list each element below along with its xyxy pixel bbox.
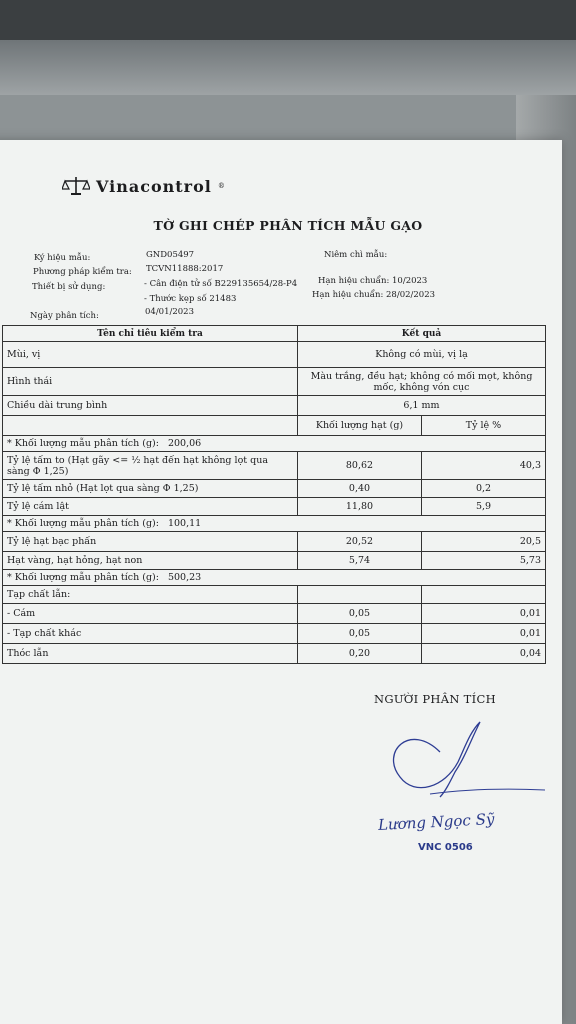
row-percent: 0,2: [422, 480, 546, 498]
row-label: Hình thái: [3, 368, 298, 396]
empty-cell: [422, 586, 546, 604]
analyst-name: Lương Ngọc Sỹ: [377, 809, 495, 835]
method-value: TCVN11888:2017: [146, 264, 224, 274]
calibration-2: Hạn hiệu chuẩn: 28/02/2023: [312, 290, 436, 300]
row-mass: 20,52: [298, 532, 422, 552]
analysis-date-value: 04/01/2023: [145, 307, 194, 317]
sample-code-label: Ký hiệu mẫu:: [34, 253, 91, 263]
row-label: Chiều dài trung bình: [3, 396, 298, 416]
empty-cell: [298, 586, 422, 604]
row-percent: 0,01: [422, 624, 546, 644]
row-percent: 0,04: [422, 644, 546, 664]
row-value: Không có mùi, vị lạ: [298, 342, 546, 368]
background-top: [0, 0, 576, 40]
row-mass: 0,40: [298, 480, 422, 498]
row-mass: 11,80: [298, 498, 422, 516]
header-result: Kết quả: [298, 326, 546, 342]
row-mass: 0,05: [298, 624, 422, 644]
row-mass: 80,62: [298, 452, 422, 480]
row-label: Tỷ lệ cám lật: [3, 498, 298, 516]
method-label: Phương pháp kiểm tra:: [33, 267, 132, 277]
row-value: Màu trắng, đều hạt; không có mối mọt, không mốc, không vón cục: [298, 368, 546, 396]
calibration-1: Hạn hiệu chuẩn: 10/2023: [318, 276, 428, 286]
row-percent: 20,5: [422, 532, 546, 552]
row-mass: 0,20: [298, 644, 422, 664]
row-percent: 0,01: [422, 604, 546, 624]
analysis-date-label: Ngày phân tích:: [30, 311, 99, 321]
row-label: Tỷ lệ tấm nhỏ (Hạt lọt qua sàng Φ 1,25): [3, 480, 298, 498]
seal-label: Niêm chì mẫu:: [324, 250, 388, 260]
row-label: Hạt vàng, hạt hỏng, hạt non: [3, 552, 298, 570]
group1-label: * Khối lượng mẫu phân tích (g):: [7, 438, 159, 449]
equipment-2: - Thước kẹp số 21483: [144, 294, 237, 304]
sample-code-value: GND05497: [146, 250, 195, 260]
group2-value: 100,11: [167, 518, 202, 529]
equipment-label: Thiết bị sử dụng:: [32, 282, 106, 292]
row-label: - Tạp chất khác: [3, 624, 298, 644]
row-mass: 0,05: [298, 604, 422, 624]
group1-value: 200,06: [167, 438, 202, 449]
scales-icon: [62, 176, 90, 196]
group3-mass-row: [3, 570, 546, 586]
subheader-mass: Khối lượng hạt (g): [298, 416, 422, 436]
header-criteria: Tên chỉ tiêu kiểm tra: [3, 326, 298, 342]
equipment-1: - Cân điện tử số B229135654/28-P4: [144, 279, 298, 289]
row-mass: 5,74: [298, 552, 422, 570]
group1-mass-row: [3, 436, 546, 452]
row-label: Thóc lẫn: [3, 644, 298, 664]
empty-cell: [3, 416, 298, 436]
registered-mark: ®: [217, 182, 225, 190]
row-percent: 5,73: [422, 552, 546, 570]
row-percent: 5,9: [422, 498, 546, 516]
row-label: Tạp chất lẫn:: [3, 586, 298, 604]
subheader-percent: Tỷ lệ %: [422, 416, 546, 436]
results-table: [2, 325, 546, 664]
analyst-code: VNC 0506: [418, 842, 473, 853]
group3-label: * Khối lượng mẫu phân tích (g):: [7, 572, 159, 583]
group3-value: 500,23: [167, 572, 202, 583]
background-band: [0, 40, 576, 95]
group2-label: * Khối lượng mẫu phân tích (g):: [7, 518, 159, 529]
row-label: - Cám: [3, 604, 298, 624]
row-label: Mùi, vị: [3, 342, 298, 368]
group2-mass-row: [3, 516, 546, 532]
vinacontrol-logo: [62, 176, 225, 196]
document-title: TỜ GHI CHÉP PHÂN TÍCH MẪU GẠO: [153, 218, 423, 233]
row-label: Tỷ lệ hạt bạc phấn: [3, 532, 298, 552]
row-percent: 40,3: [422, 452, 546, 480]
row-label: Tỷ lệ tấm to (Hạt gãy <= ½ hạt đến hạt không lọt qua sàng Φ 1,25): [3, 452, 298, 480]
signature-scribble: [370, 712, 550, 807]
row-value: 6,1 mm: [298, 396, 546, 416]
logo-wordmark: Vinacontrol: [96, 176, 212, 196]
analyst-heading: NGƯỜI PHÂN TÍCH: [374, 692, 496, 706]
